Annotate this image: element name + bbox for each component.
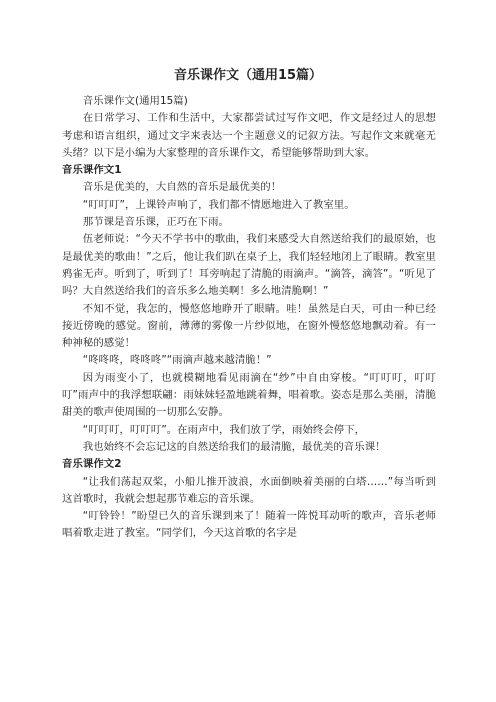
document-title: 音乐课作文（通用15篇）	[173, 68, 323, 83]
paragraph: “叮叮叮，叮叮叮”。在雨声中，我们放了学，雨始终会停下，	[82, 423, 366, 436]
section-heading: 音乐课作文2	[62, 458, 122, 471]
paragraph: 不知不觉，我怎的，慢悠悠地睁开了眼睛。哇！虽然是白天，可由一种已经接近傍晚的感觉。窗前，薄薄的雾像一片纱似地，在窗外慢悠悠地飘动着。有一种神秘的感觉！	[62, 302, 436, 350]
paragraph: 音乐课作文(通用15篇)	[82, 95, 188, 107]
paragraph: 因为雨变小了，也就模糊地看见雨滴在“纱”中自由穿梭。“叮叮叮，叮叮叮”雨声中的我浮想联翩：雨妹妹轻盈地跳着舞，唱着歌。姿态是那么美丽，清脆甜美的歌声使周围的一切那么安静。	[62, 371, 436, 419]
paragraph: “叮铃铃！”盼望已久的音乐课到来了！随着一阵悦耳动听的歌声，音乐老师唱着歌走进了教室。“同学们，今天这首歌的名字是	[62, 510, 436, 540]
paragraph: 音乐是优美的，大自然的音乐是最优美的！	[82, 181, 282, 194]
paragraph: “让我们荡起双桨，小船儿推开波浪，水面倒映着美丽的白塔……”每当听到这首歌时，我就会想起那节难忘的音乐课。	[62, 475, 436, 505]
paragraph: 我也始终不会忘记这的自然送给我们的最清脆，最优美的音乐课！	[82, 440, 386, 453]
paragraph: “叮叮叮”，上课铃声响了，我们都不情愿地进入了教室里。	[82, 198, 355, 211]
paragraph: 在日常学习、工作和生活中，大家都尝试过写作文吧，作文是经过人的思想考虑和语言组织，通过文字来表达一个主题意义的记叙方法。写起作文来就毫无头绪？以下是小编为大家整理的音乐课作文，希望能够帮助到大家。	[62, 112, 436, 159]
section-heading: 音乐课作文1	[62, 164, 122, 177]
paragraph: 那节课是音乐课，正巧在下雨。	[82, 216, 229, 229]
paragraph: “咚咚咚，咚咚咚”“雨滴声越来越清脆！”	[82, 354, 272, 367]
paragraph: 伍老师说：“今天不学书中的歌曲，我们来感受大自然送给我们的最原始，也是最优美的歌曲！”之后，他让我们趴在桌子上，我们轻轻地闭上了眼睛。教室里鸦雀无声。听到了，听到了！耳旁响起了清脆的雨滴声。“滴答，滴答”。“听见了吗？大自然送给我们的音乐多么地美啊！多么地清脆啊！”	[62, 233, 436, 298]
document-body	[62, 93, 436, 543]
